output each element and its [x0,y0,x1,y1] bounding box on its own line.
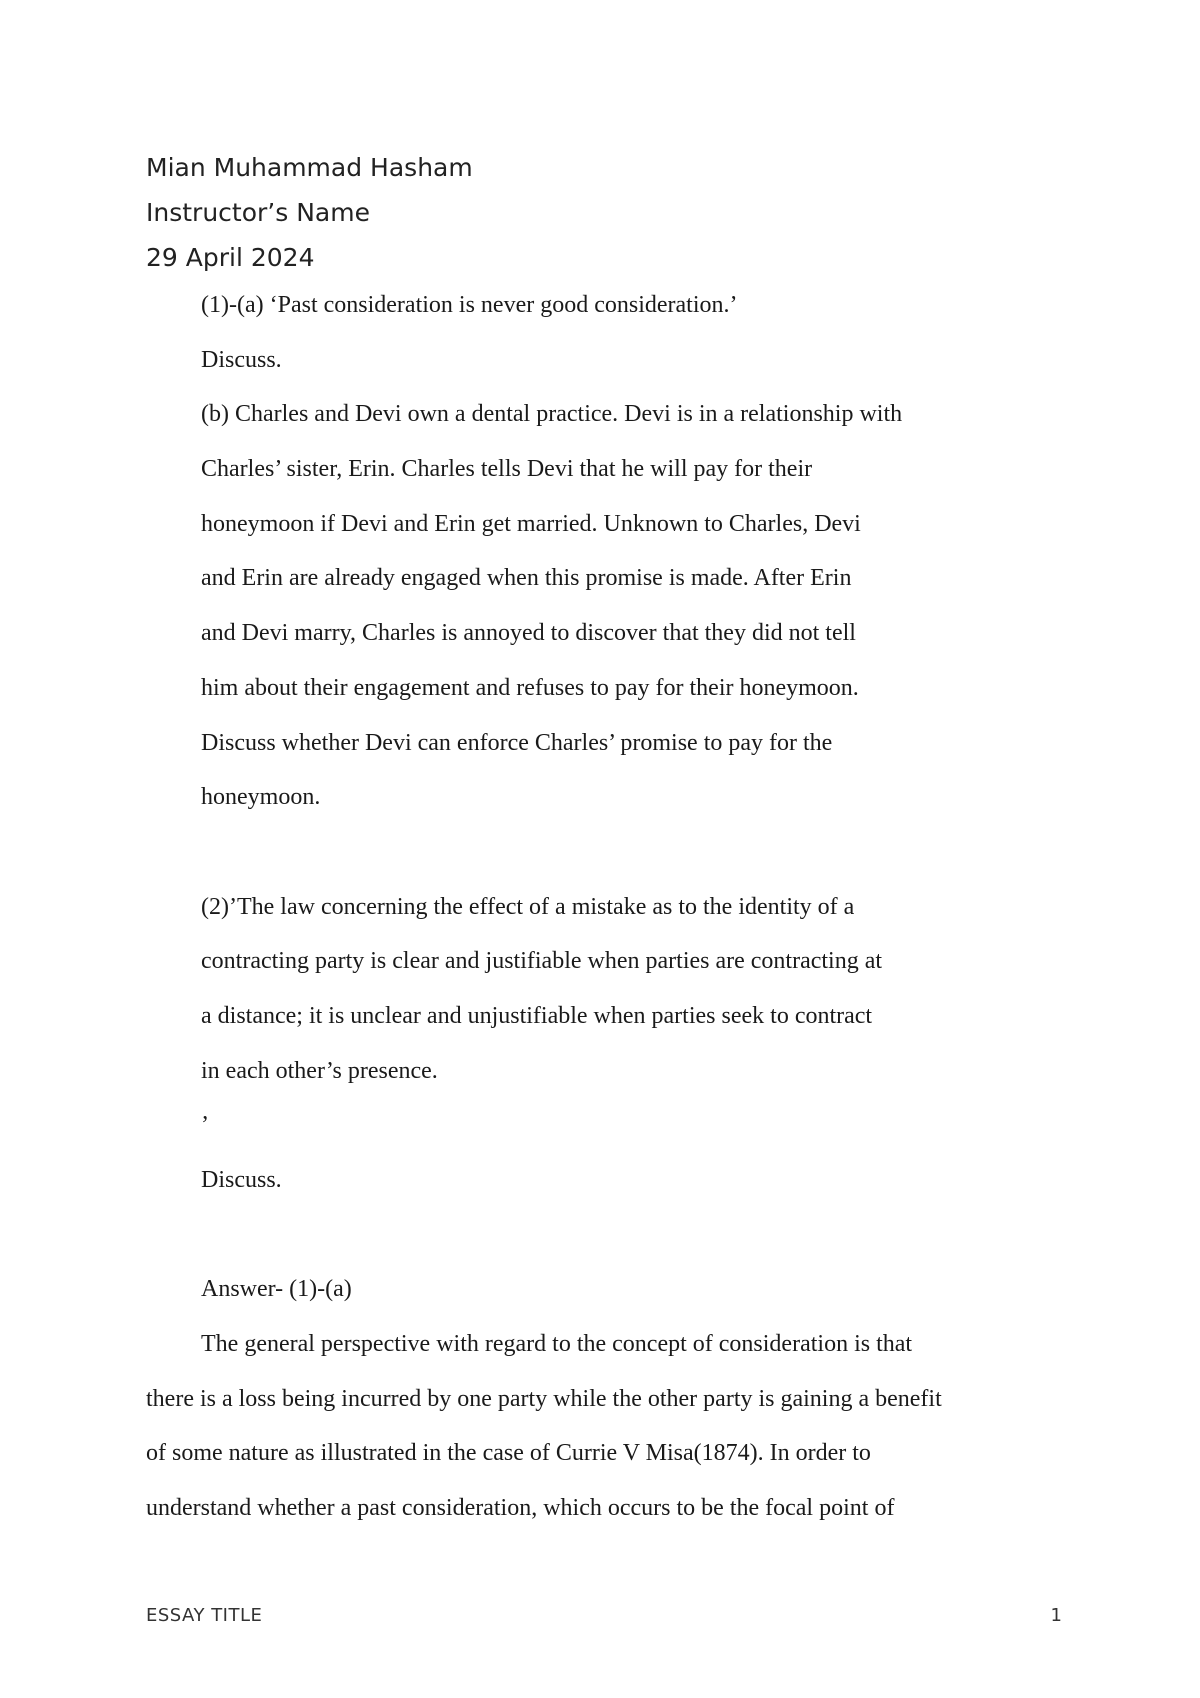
answer-line: of some nature as illustrated in the case of Currie V Misa(1874). In order to [146,1440,871,1467]
document-body [146,278,1066,1536]
question-1b-line: (b) Charles and Devi own a dental practice. Devi is in a relationship with [201,401,903,428]
answer-line: The general perspective with regard to the concept of consideration is that [201,1331,913,1358]
question-2-line: (2)’The law concerning the effect of a mistake as to the identity of a [201,893,855,920]
instructor-name: Instructor’s Name [146,198,370,227]
question-2-line: contracting party is clear and justifiable when parties are contracting at [201,948,883,975]
question-2-line: a distance; it is unclear and unjustifiable when parties seek to contract [201,1002,873,1029]
document-date: 29 April 2024 [146,243,315,272]
answer-line: there is a loss being incurred by one party while the other party is gaining a benefit [146,1385,942,1412]
footer-page-number: 1 [1050,1605,1062,1626]
answer-heading: Answer- (1)-(a) [201,1276,352,1303]
spacer [146,825,1066,880]
question-1b-line: and Erin are already engaged when this promise is made. After Erin [201,565,852,592]
spacer [146,1208,1066,1263]
document-header [146,145,473,280]
question-1b-line: honeymoon. [201,784,321,811]
footer-essay-title: ESSAY TITLE [146,1605,263,1626]
question-1b-line: him about their engagement and refuses to pay for their honeymoon. [201,674,859,701]
author-name: Mian Muhammad Hasham [146,153,473,182]
question-2-discuss: Discuss. [201,1167,282,1193]
answer-line: understand whether a past consideration, which occurs to be the focal point of [146,1495,895,1522]
question-2-line: ’ [201,1112,209,1139]
question-1b-line: Discuss whether Devi can enforce Charles’ promise to pay for the [201,729,833,756]
question-1b-line: and Devi marry, Charles is annoyed to discover that they did not tell [201,620,856,647]
question-2-line: in each other’s presence. [201,1057,438,1084]
question-1b-line: honeymoon if Devi and Erin get married. Unknown to Charles, Devi [201,510,861,537]
question-1a-line: (1)-(a) ‘Past consideration is never good consideration.’ [201,292,738,318]
question-1a-discuss: Discuss. [201,346,282,373]
question-1b-line: Charles’ sister, Erin. Charles tells Devi that he will pay for their [201,456,813,483]
